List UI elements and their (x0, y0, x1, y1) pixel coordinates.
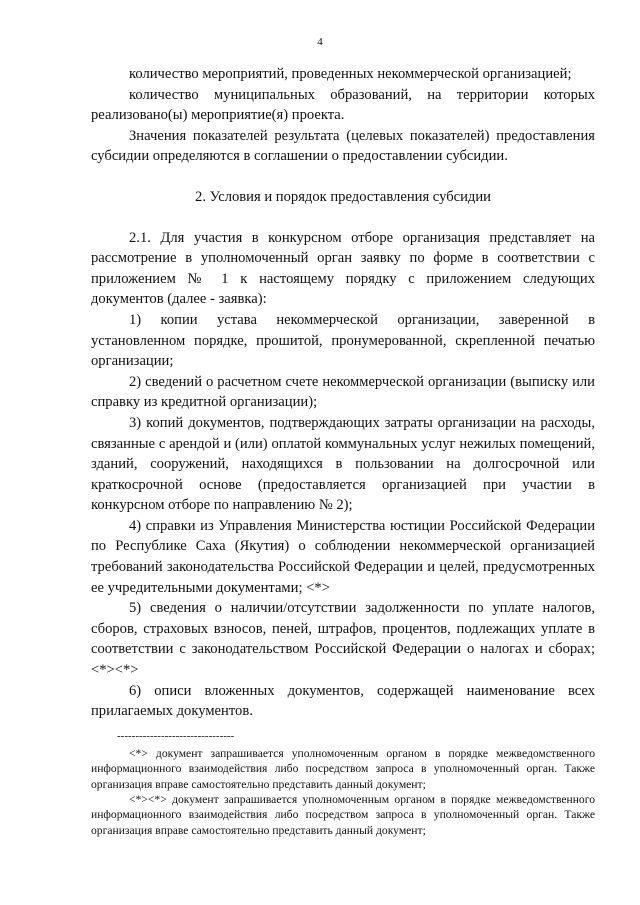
footnotes (91, 746, 595, 838)
list-item: 2) сведений о расчетном счете некоммерческой организации (выписку или справку из кредитной организации); (91, 373, 595, 411)
page-number: 4 (317, 36, 323, 48)
footnote: <*><*> документ запрашивается уполномоченным органом в порядке межведомственного информационного взаимодействия либо посредством запроса в уполномоченный орган. Также организация вправе самостоятельно представить данный документ; (91, 793, 595, 837)
section-title: 2. Условия и порядок предоставления субсидии (195, 188, 491, 205)
document-body (91, 64, 595, 838)
paragraph: 2.1. Для участия в конкурсном отборе организация представляет на рассмотрение в уполномоченный орган заявку по форме в соответствии с приложением № 1 к настоящему порядку с приложением следующих документов (далее - заявка): (91, 229, 595, 308)
list-item: 4) справки из Управления Министерства юстиции Российской Федерации по Республике Саха (Якутия) о соблюдении некоммерческой организацией требований законодательства Российской Федерации и целей, предусмотренных ее учредительными документами; <*> (91, 517, 595, 596)
paragraph: количество мероприятий, проведенных некоммерческой организацией; (129, 66, 572, 82)
list-item: 6) описи вложенных документов, содержащей наименование всех прилагаемых документов. (91, 682, 595, 720)
paragraph: количество муниципальных образований, на территории которых реализовано(ы) мероприятие(я) проекта. (91, 86, 595, 124)
list-item: 1) копии устава некоммерческой организации, заверенной в установленном порядке, прошитой, пронумерованной, скрепленной печатью организации; (91, 311, 595, 370)
paragraph: Значения показателей результата (целевых показателей) предоставления субсидии определяются в соглашении о предоставлении субсидии. (91, 127, 595, 165)
list-item: 5) сведения о наличии/отсутствии задолженности по уплате налогов, сборов, страховых взносов, пеней, штрафов, процентов, подлежащих уплате в соответствии с законодательством Российской Федерации о налогах и сборах; <*><*> (91, 600, 595, 679)
list-item: 3) копий документов, подтверждающих затраты организации на расходы, связанные с арендой и (или) оплатой коммунальных услуг нежилых помещений, зданий, сооружений, находящихся в пользовании на долгосрочной или краткосрочной основе (предоставляется организацией при участии в конкурсном отборе по направлению № 2); (91, 414, 595, 514)
footnote: <*> документ запрашивается уполномоченным органом в порядке межведомственного информационного взаимодействия либо посредством запроса в уполномоченный орган. Также организация вправе самостоятельно представить данный документ; (91, 746, 595, 791)
footnote-separator: -------------------------------- (117, 729, 235, 742)
